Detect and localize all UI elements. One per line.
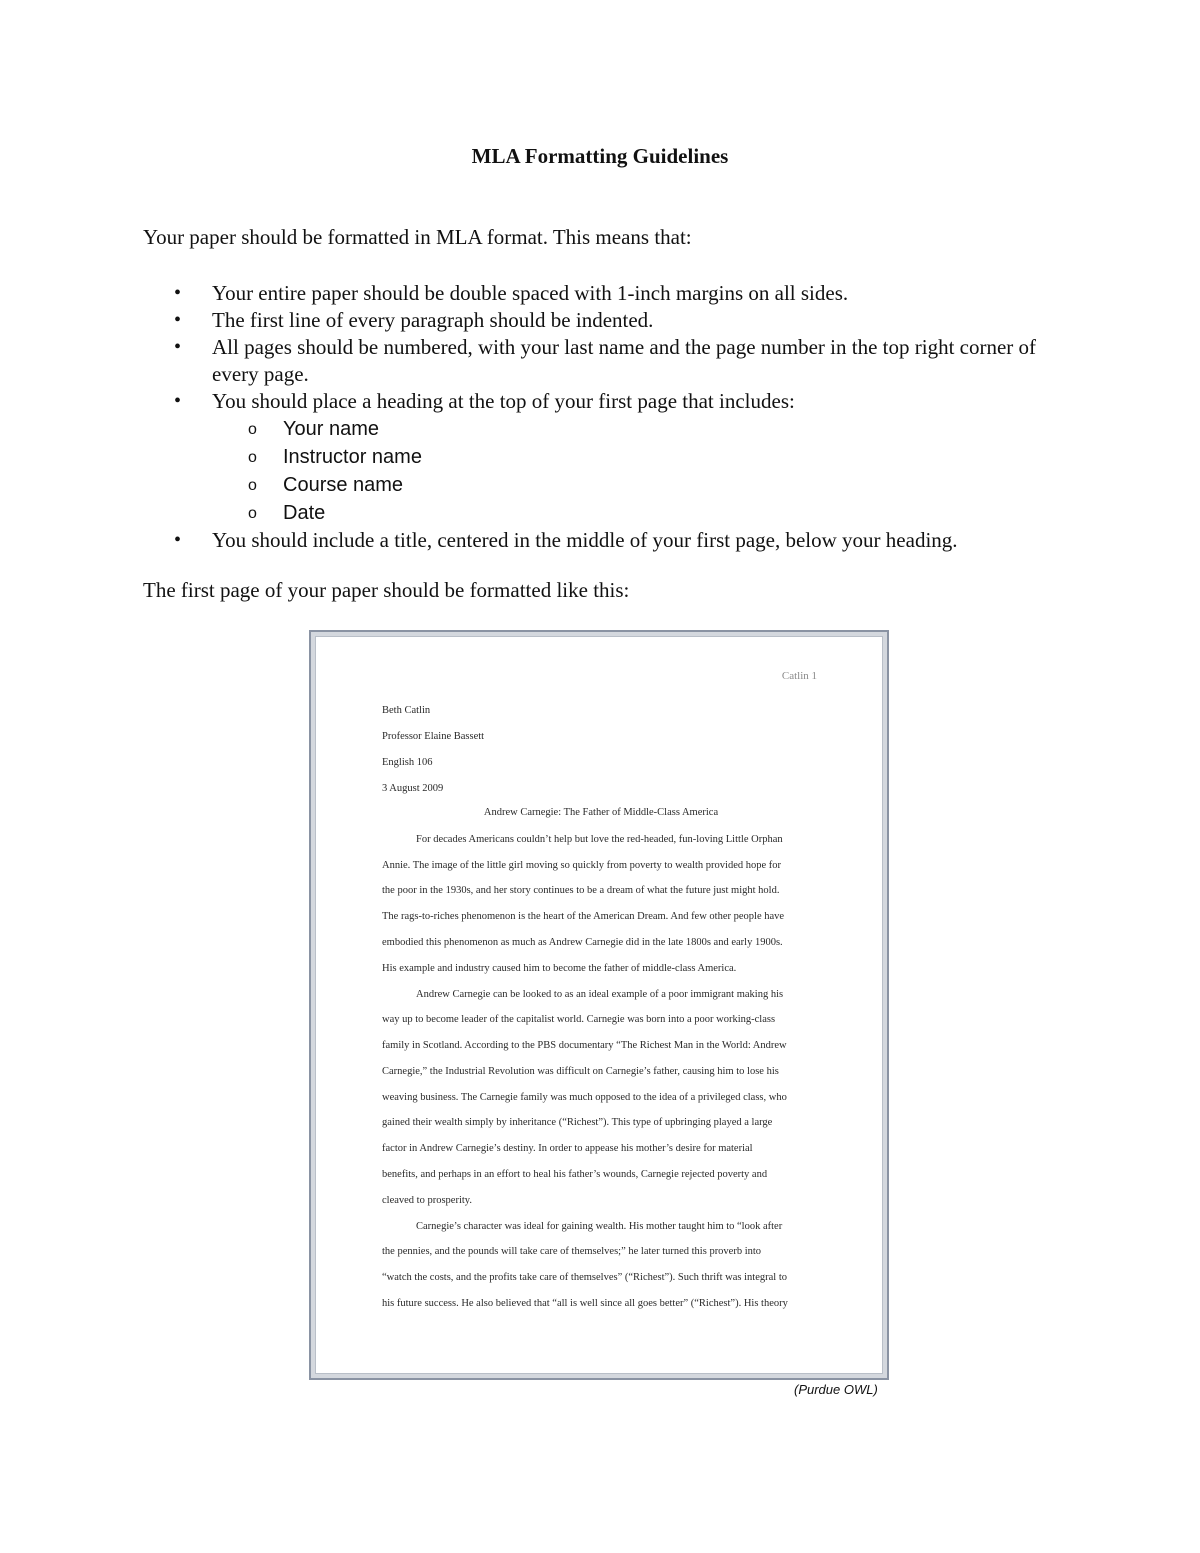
list-item-text: Your entire paper should be double spaced with 1-inch margins on all sides. <box>212 281 849 305</box>
bullet-icon: • <box>174 336 182 358</box>
list-item-text: The first line of every paragraph should be indented. <box>212 308 654 332</box>
sample-body-line: his future success. He also believed that “all is well since all goes better” (“Richest”). His theory <box>382 1298 788 1309</box>
sub-list-item-text: Your name <box>283 418 379 440</box>
sub-list-item-text: Course name <box>283 474 404 496</box>
sample-body-line: the pennies, and the pounds will take care of themselves;” he later turned this proverb into <box>382 1246 762 1257</box>
sub-list-item <box>212 415 1062 443</box>
guidelines-list <box>0 280 1200 554</box>
page-title: MLA Formatting Guidelines <box>471 144 729 168</box>
sample-body-line: weaving business. The Carnegie family was much opposed to the idea of a privileged class, who <box>382 1092 787 1103</box>
sub-list-item <box>212 499 1062 527</box>
sample-body-line: “watch the costs, and the profits take care of themselves” (“Richest”). Such thrift was integral to <box>382 1272 787 1283</box>
sample-body-line: benefits, and perhaps in an effort to heal his father’s wounds, Carnegie rejected poverty and <box>382 1169 768 1180</box>
sample-body-line: His example and industry caused him to become the father of middle-class America. <box>382 963 737 974</box>
sub-list-item-text: Instructor name <box>283 446 422 468</box>
sample-page-image <box>309 630 889 1380</box>
image-caption: (Purdue OWL) <box>794 1382 878 1397</box>
sample-body-line: the poor in the 1930s, and her story continues to be a dream of what the future just might hold. <box>382 885 780 896</box>
sub-list-item-text: Date <box>283 502 326 524</box>
list-item <box>0 307 1062 334</box>
sample-body-line: Carnegie,” the Industrial Revolution was difficult on Carnegie’s father, causing him to lose his <box>382 1066 779 1077</box>
sample-paper-title: Andrew Carnegie: The Father of Middle-Class America <box>483 807 719 818</box>
sample-heading-line: English 106 <box>382 757 433 768</box>
sample-body-line: embodied this phenomenon as much as Andrew Carnegie did in the late 1800s and early 1900s. <box>382 937 783 948</box>
bullet-icon: • <box>174 529 182 551</box>
sample-body-line: gained their wealth simply by inheritance (“Richest”). This type of upbringing played a large <box>382 1117 773 1128</box>
sample-body-line: Andrew Carnegie can be looked to as an ideal example of a poor immigrant making his <box>416 989 784 1000</box>
sample-body-line: family in Scotland. According to the PBS documentary “The Richest Man in the World: Andrew <box>382 1040 787 1051</box>
sub-bullet-icon: o <box>248 421 257 438</box>
bullet-icon: • <box>174 282 182 304</box>
bullet-icon: • <box>174 390 182 412</box>
intro-text: Your paper should be formatted in MLA format. This means that: <box>143 225 692 249</box>
list-item <box>0 388 1062 527</box>
sample-body-line: factor in Andrew Carnegie’s destiny. In order to appease his mother’s desire for material <box>382 1143 753 1154</box>
list-item <box>0 527 1062 554</box>
list-item <box>0 334 1062 388</box>
heading-sub-list <box>212 415 1062 527</box>
sample-page-header: Catlin 1 <box>781 670 817 682</box>
sample-heading-line: Beth Catlin <box>382 705 431 716</box>
sub-bullet-icon: o <box>248 449 257 466</box>
list-item-text: You should include a title, centered in the middle of your first page, below your heading. <box>212 528 958 552</box>
list-item <box>0 280 1062 307</box>
sub-bullet-icon: o <box>248 505 257 522</box>
sample-body-line: way up to become leader of the capitalist world. Carnegie was born into a poor working-class <box>382 1014 776 1025</box>
sub-list-item <box>212 471 1062 499</box>
sample-body-line: cleaved to prosperity. <box>382 1195 472 1206</box>
sample-heading-line: 3 August 2009 <box>382 783 444 794</box>
sample-heading-line: Professor Elaine Bassett <box>382 731 485 742</box>
sub-bullet-icon: o <box>248 477 257 494</box>
bullet-icon: • <box>174 309 182 331</box>
sub-list-item <box>212 443 1062 471</box>
sample-body-line: For decades Americans couldn’t help but love the red-headed, fun-loving Little Orphan <box>416 834 783 845</box>
outro-text: The first page of your paper should be formatted like this: <box>143 578 630 602</box>
sample-body-line: The rags-to-riches phenomenon is the heart of the American Dream. And few other people have <box>382 911 785 922</box>
list-item-text: All pages should be numbered, with your last name and the page number in the top right corner of every page. <box>212 335 1037 386</box>
sample-body-line: Annie. The image of the little girl moving so quickly from poverty to wealth provided hope for <box>382 860 782 871</box>
sample-body-line: Carnegie’s character was ideal for gaining wealth. His mother taught him to “look after <box>416 1221 783 1232</box>
list-item-text: You should place a heading at the top of your first page that includes: <box>212 389 795 413</box>
